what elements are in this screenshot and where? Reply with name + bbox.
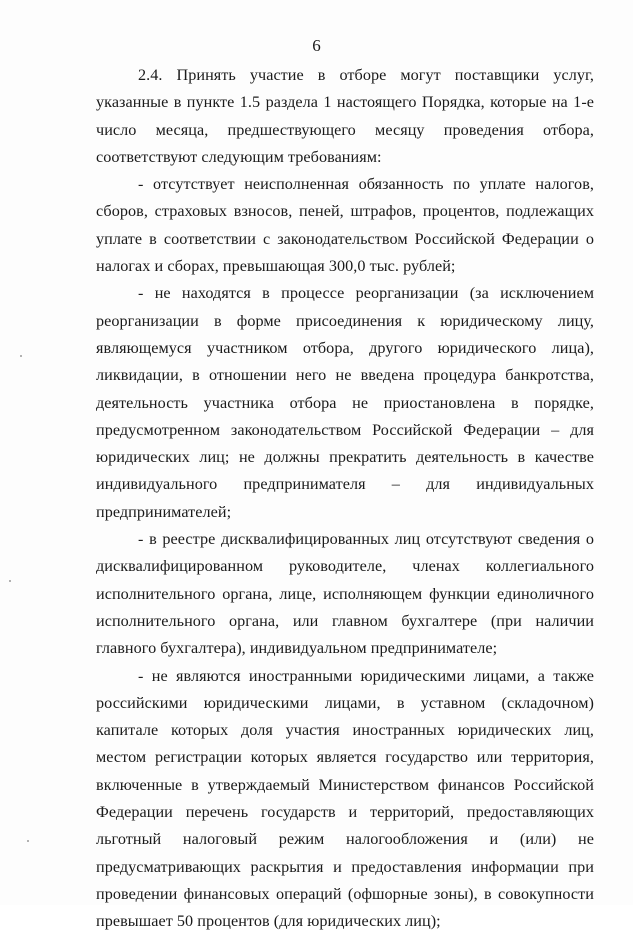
requirement-no-reorganization: - не находятся в процессе реорганизации (за исключением реорганизации в форме присоединения к юридическому лицу, являющемуся участником отбора, другого юридического лица), ликвидации, в отношении него не введена процедура банкротства, деятельность участника отбора не приостановлена в порядке, предусмотренном законодательством Российской Федерации – для юридических лиц; не должны прекратить деятельность в качестве индивидуального предпринимателя – для индивидуальных предпринимателей;	[96, 284, 594, 521]
requirement-tax-debt: - отсутствует неисполненная обязанность по уплате налогов, сборов, страховых взносов, пеней, штрафов, процентов, подлежащих уплате в соответствии с законодательством Российской Федерации о налогах и сборах, превышающая 300,0 тыс. рублей;	[96, 175, 594, 276]
scan-speck	[9, 580, 11, 582]
page-number: 6	[312, 36, 321, 55]
document-body	[96, 62, 594, 936]
paragraph-2-4: 2.4. Принять участие в отборе могут поставщики услуг, указанные в пункте 1.5 раздела 1 настоящего Порядка, которые на 1-е число месяца, предшествующего месяцу проведения отбора, соответствуют следующим требованиям:	[96, 66, 594, 166]
requirement-not-foreign-entity: - не являются иностранными юридическими лицами, а также российскими юридическими лицами, в уставном (складочном) капитале которых доля участия иностранных юридических лиц, местом регистрации которых является государство или территория, включенные в утверждаемый Министерством финансов Российской Федерации перечень государств и территорий, предоставляющих льготный налоговый режим налогообложения и (или) не предусматривающих раскрытия и предоставления информации при проведении финансовых операций (офшорные зоны), в совокупности превышает 50 процентов (для юридических лиц);	[96, 666, 594, 931]
scan-speck	[27, 840, 29, 842]
requirement-disqualified-registry: - в реестре дисквалифицированных лиц отсутствуют сведения о дисквалифицированном руководителе, членах коллегиального исполнительного органа, лице, исполняющем функции единоличного исполнительного органа, или главном бухгалтере (при наличии главного бухгалтера), индивидуальном предпринимателе;	[96, 530, 594, 658]
scan-speck	[20, 355, 22, 357]
